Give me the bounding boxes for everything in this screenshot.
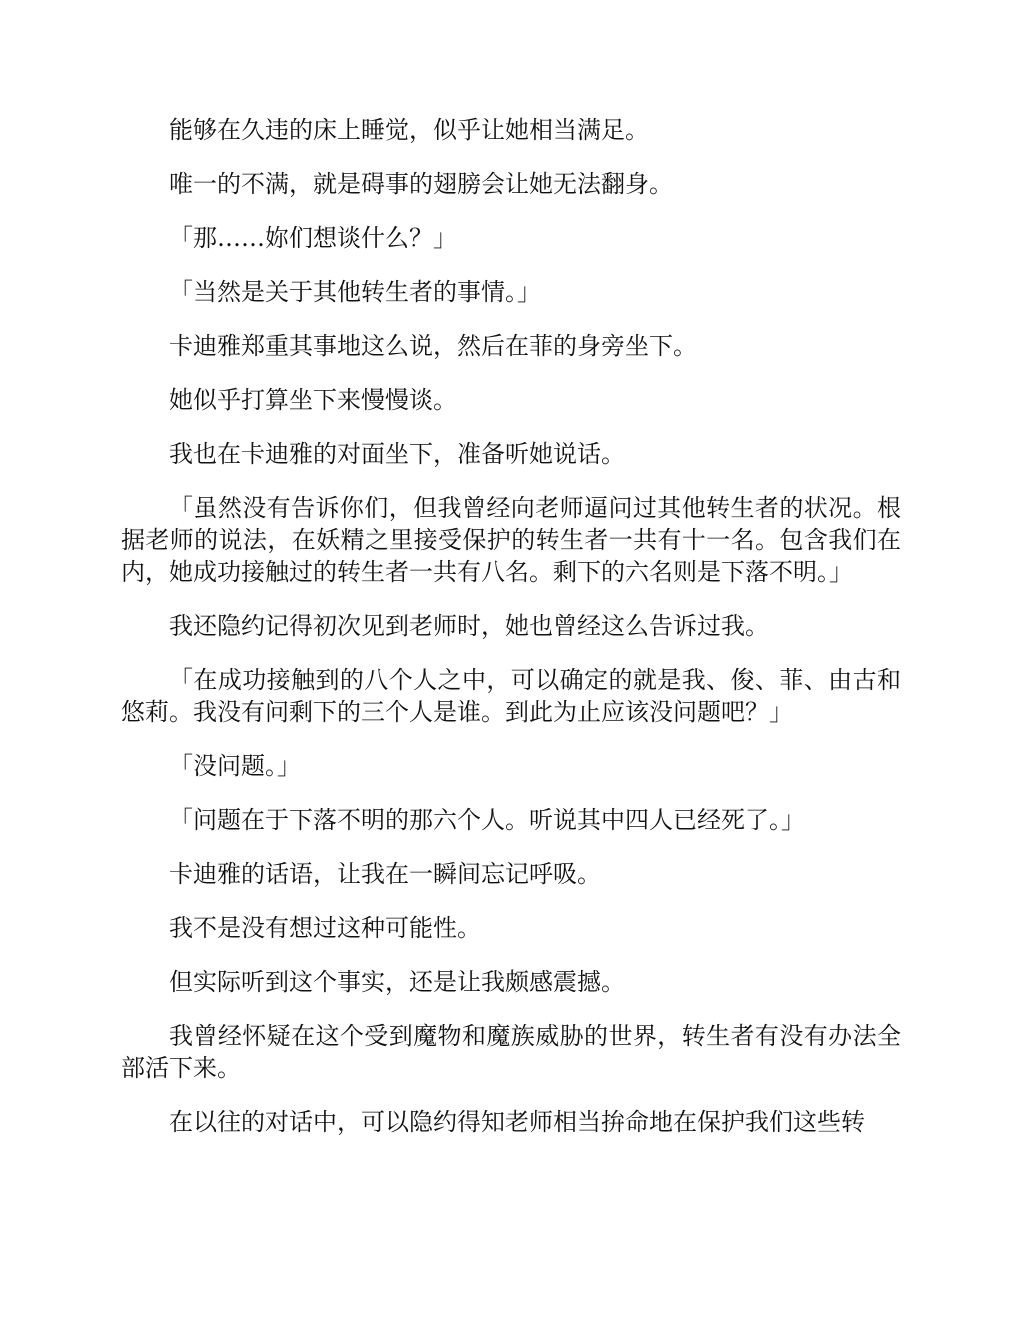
paragraph: 「虽然没有告诉你们，但我曾经向老师逼问过其他转生者的状况。根据老师的说法，在妖精之里接受保护的转生者一共有十一名。包含我们在内，她成功接触过的转生者一共有八名。剩下的六名则是下落不明。」: [121, 494, 901, 586]
paragraph: 她似乎打算坐下来慢慢谈。: [169, 386, 457, 414]
paragraph: 能够在久违的床上睡觉，似乎让她相当满足。: [169, 116, 649, 144]
paragraph: 「没问题。」: [169, 752, 301, 780]
paragraph: 我也在卡迪雅的对面坐下，准备听她说话。: [169, 440, 625, 468]
body-text: [121, 114, 901, 1160]
paragraph: 唯一的不满，就是碍事的翅膀会让她无法翻身。: [169, 170, 673, 198]
paragraph: 「在成功接触到的八个人之中，可以确定的就是我、俊、菲、由古和悠莉。我没有问剩下的三个人是谁。到此为止应该没问题吧？」: [121, 666, 901, 726]
paragraph: 「问题在于下落不明的那六个人。听说其中四人已经死了。」: [169, 806, 805, 834]
paragraph: 但实际听到这个事实，还是让我颇感震撼。: [169, 968, 625, 996]
paragraph: 我不是没有想过这种可能性。: [169, 914, 481, 942]
paragraph: 卡迪雅郑重其事地这么说，然后在菲的身旁坐下。: [169, 332, 697, 360]
paragraph: 在以往的对话中，可以隐约得知老师相当拚命地在保护我们这些转: [169, 1108, 865, 1136]
paragraph: 我还隐约记得初次见到老师时，她也曾经这么告诉过我。: [169, 612, 769, 640]
paragraph: 「那……妳们想谈什么？」: [169, 224, 457, 252]
paragraph: 「当然是关于其他转生者的事情。」: [169, 278, 541, 306]
paragraph: 我曾经怀疑在这个受到魔物和魔族威胁的世界，转生者有没有办法全部活下来。: [121, 1022, 901, 1082]
paragraph: 卡迪雅的话语，让我在一瞬间忘记呼吸。: [169, 860, 601, 888]
